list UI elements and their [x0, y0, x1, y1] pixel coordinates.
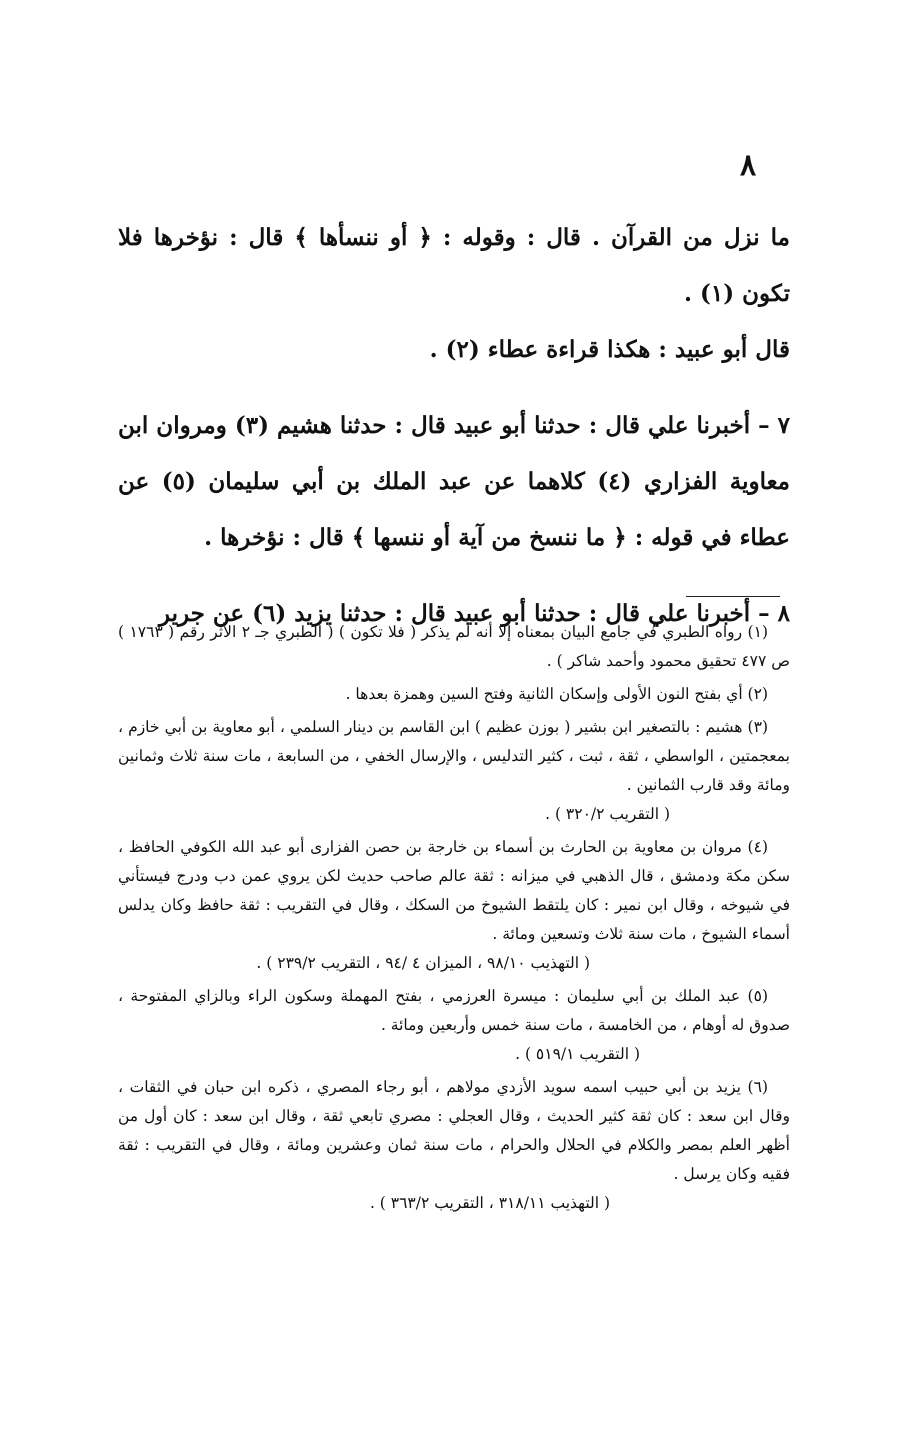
footnote-source: ( التهذيب ٩٨/١٠ ، الميزان ٤ /٩٤ ، التقريب ٢٣٩/٢ ) . [256, 954, 590, 972]
footnote-source: ( التقريب ٥١٩/١ ) . [515, 1045, 640, 1063]
footnote-separator [686, 596, 780, 597]
footnote-text: (٤) مروان بن معاوية بن الحارث بن أسماء بن خارجة بن حصن الفزارى أبو عبد الله الكوفي الحافظ ، سكن مكة ودمشق ، قال الذهبي في ميزانه : ثقة عالم صاحب حديث لكن يروي عمن دب ودرج فيستأني في شيوخه ، وقال ابن نمير : كان يلتقط الشيوخ من السكك ، وقال في التقريب : ثقة حافظ وكان يدلس أسماء الشيوخ ، مات سنة ثلاث وتسعين ومائة . [118, 838, 790, 943]
footnote-text: (٢) أي بفتح النون الأولى وإسكان الثانية وفتح السين وهمزة بعدها . [345, 685, 768, 703]
footnote-source: ( التهذيب ٣١٨/١١ ، التقريب ٣٦٣/٢ ) . [369, 1194, 610, 1212]
footnote-text: (١) رواه الطبري في جامع البيان بمعناه إلا أنه لم يذكر ( فلا تكون ) ( الطبري جـ ٢ الأثر رقم ( ١٧٦٣ ) ص ٤٧٧ تحقيق محمود وأحمد شاكر ) . [118, 623, 790, 670]
footnote-6 [118, 1073, 790, 1218]
footnote-3 [118, 713, 790, 829]
footnote-5 [118, 982, 790, 1069]
footnote-2 [118, 680, 790, 709]
footnote-text: (٦) يزيد بن أبي حبيب اسمه سويد الأزدي مولاهم ، أبو رجاء المصري ، ذكره ابن حبان في الثقات ، وقال ابن سعد : كان ثقة كثير الحديث ، وقال العجلي : مصري تابعي ثقة ، وقال ابن سعد : كان أول من أظهر العلم بمصر والكلام في الحلال والحرام ، مات سنة ثمان وعشرين ومائة ، وقال في التقريب : ثقة فقيه وكان يرسل . [118, 1078, 790, 1183]
footnote-text: (٥) عبد الملك بن أبي سليمان : ميسرة العرزمي ، بفتح المهملة وسكون الراء وبالزاي المفتوحة ، صدوق له أوهام ، من الخامسة ، مات سنة خمس وأربعين ومائة . [118, 987, 790, 1034]
footnote-1 [118, 618, 790, 676]
paragraph-1-line-2: قال أبو عبيد : هكذا قراءة عطاء (٢) . [429, 336, 790, 363]
footnote-4 [118, 833, 790, 978]
footnote-text: (٣) هشيم : بالتصغير ابن بشير ( بوزن عظيم ) ابن القاسم بن دينار السلمي ، أبو معاوية بن أبي خازم ، بمعجمتين ، الواسطي ، ثقة ، ثبت ، كثير التدليس ، والإرسال الخفي ، من السابعة ، مات سنة ثلاث وثمانين ومائة وقد قارب الثمانين . [118, 718, 790, 794]
main-text [118, 210, 790, 642]
footnote-source: ( التقريب ٣٢٠/٢ ) . [545, 805, 670, 823]
footnotes [118, 618, 790, 1222]
page-number: ٨ [739, 148, 757, 183]
paragraph-7: ٧ – أخبرنا علي قال : حدثنا أبو عبيد قال : حدثنا هشيم (٣) ومروان ابن معاوية الفزاري (٤) كلاهما عن عبد الملك بن أبي سليمان (٥) عن عطاء في قوله : ﴿ ما ننسخ من آية أو ننسها ﴾ قال : نؤخرها . [118, 412, 790, 551]
paragraph-8: ٨ – أخبرنا علي قال : حدثنا أبو عبيد قال : حدثنا يزيد (٦) عن جرير [158, 600, 790, 627]
paragraph-1-line-1: ما نزل من القرآن . قال : وقوله : ﴿ أو ننسأها ﴾ قال : نؤخرها فلا تكون (١) . [118, 224, 790, 307]
